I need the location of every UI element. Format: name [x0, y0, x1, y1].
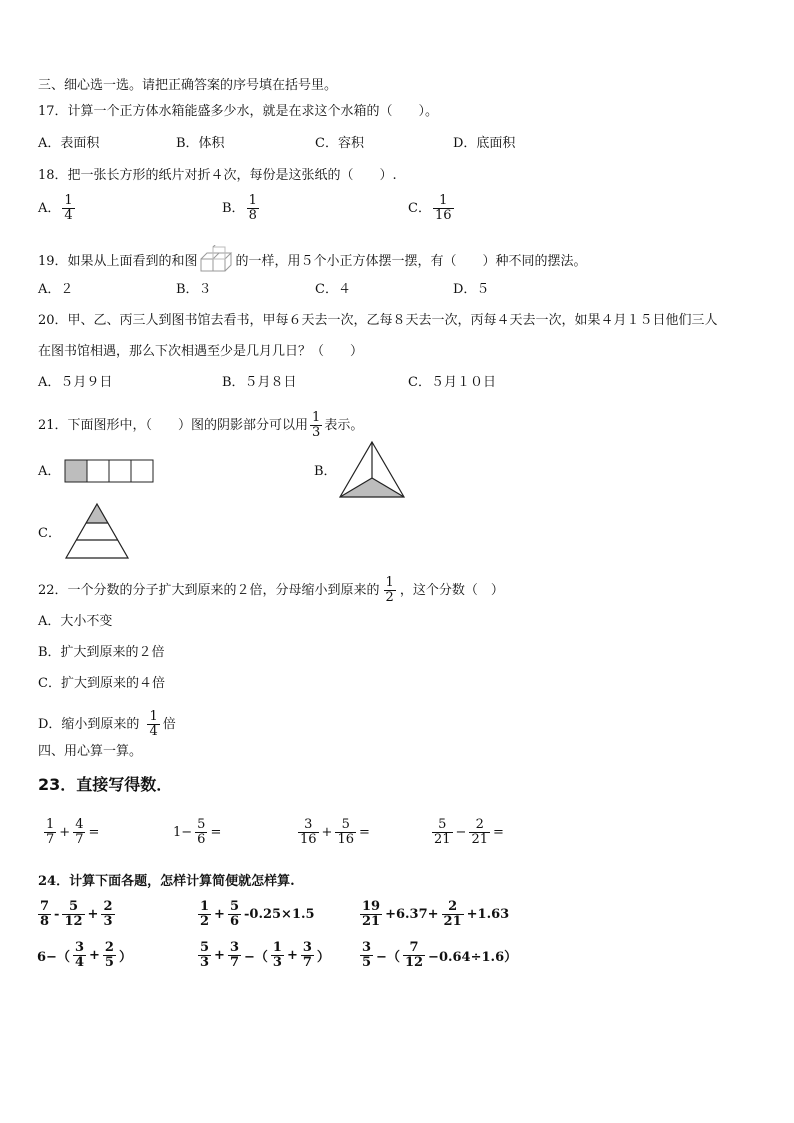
equals-sign: = [88, 825, 100, 840]
operator: + [59, 825, 71, 840]
fraction [38, 900, 51, 929]
fraction [228, 900, 241, 929]
operator: + [286, 948, 298, 963]
prefix: 6−（ [37, 950, 70, 965]
q23-title: 23．直接写得数． [38, 775, 173, 794]
numerator: 1 [439, 193, 448, 208]
denominator: 6 [229, 914, 239, 929]
denominator: 21 [443, 914, 462, 929]
numerator: 2 [448, 899, 458, 914]
q20-option-b: B．５月８日 [222, 375, 297, 390]
fraction [228, 941, 241, 970]
fraction [360, 900, 382, 929]
denominator: 5 [104, 955, 114, 970]
fraction [195, 818, 207, 847]
q19-option-c: C．４ [315, 282, 351, 297]
q23-expr-3 [296, 818, 371, 847]
operator: + [214, 948, 225, 963]
denominator: 8 [248, 208, 257, 223]
denominator: 5 [362, 955, 372, 970]
q22-option-d-part1: D．缩小到原来的 [38, 716, 140, 732]
q22-option-b: B．扩大到原来的２倍 [38, 645, 165, 660]
denominator: 2 [200, 914, 210, 929]
denominator: 3 [272, 955, 282, 970]
operator: + [89, 948, 100, 963]
operator: + [321, 825, 333, 840]
numerator: 3 [229, 940, 239, 955]
q18-option-b [222, 194, 261, 223]
denominator: 4 [74, 955, 84, 970]
q22-option-d-part2: 倍 [162, 716, 176, 732]
q23-expr-2 [172, 818, 222, 847]
denominator: 16 [300, 832, 317, 847]
numerator: 2 [475, 817, 484, 832]
q19-option-b: B．３ [176, 282, 212, 297]
q22-option-d [38, 710, 176, 739]
q17-option-d: D．底面积 [453, 136, 516, 151]
shaded-rectangle-figure [64, 459, 156, 484]
fraction [271, 941, 284, 970]
expression-middle: −（ [376, 950, 400, 965]
numerator: 5 [68, 899, 79, 914]
fraction [432, 818, 453, 847]
section-3-title: 三、细心选一选。请把正确答案的序号填在括号里。 [38, 78, 338, 93]
shaded-triangle-figure [338, 440, 406, 500]
denominator: 21 [471, 832, 488, 847]
q18-option-c-fraction [433, 194, 454, 223]
q20-text-line1: 20．甲、乙、丙三人到图书馆去看书，甲每６天去一次，乙每８天去一次，丙每４天去一次，如果４月１５日他们三人 [38, 313, 718, 328]
q24-expr-r2c1 [36, 941, 133, 970]
q18-option-b-fraction [247, 194, 259, 223]
denominator: 4 [64, 208, 73, 223]
denominator: 7 [229, 955, 239, 970]
q18-option-c [408, 194, 456, 223]
equals-sign: = [359, 825, 370, 840]
expression-tail: +1.63 [466, 907, 510, 922]
numerator: 5 [197, 817, 206, 832]
numerator: 1 [200, 899, 210, 914]
denominator: 7 [46, 832, 55, 847]
q21-fraction [310, 411, 322, 440]
q21-text-part1: 21．下面图形中，（ ）图的阴影部分可以用 [38, 417, 309, 433]
q19-option-a: A．２ [38, 282, 74, 297]
numerator: 1 [248, 193, 257, 208]
q18-option-b-label: B． [222, 200, 245, 216]
numerator: 5 [200, 940, 210, 955]
numerator: 1 [149, 709, 158, 724]
operator: - [54, 907, 60, 922]
fraction [101, 900, 114, 929]
numerator: 4 [75, 817, 84, 832]
q18-option-a-fraction [62, 194, 74, 223]
numerator: 1 [385, 575, 394, 590]
operator: + [214, 907, 225, 922]
q18-option-a [38, 194, 77, 223]
q18-option-a-label: A． [38, 200, 61, 216]
fraction [360, 941, 373, 970]
fraction [335, 818, 356, 847]
denominator: 21 [362, 914, 381, 929]
numerator: 7 [409, 940, 419, 955]
fraction [298, 818, 319, 847]
q21-option-b-label: B． [314, 464, 337, 479]
numerator: 3 [74, 940, 84, 955]
fraction [198, 900, 211, 929]
expression-tail: -0.25×1.5 [244, 907, 315, 922]
numerator: 3 [304, 817, 313, 832]
numerator: 5 [229, 899, 239, 914]
denominator: 4 [149, 724, 158, 739]
q19-option-d: D．５ [453, 282, 490, 297]
operator: + [87, 907, 99, 922]
numerator: 1 [64, 193, 73, 208]
q17-option-b: B．体积 [176, 136, 225, 151]
denominator: 12 [64, 914, 83, 929]
fraction [73, 941, 86, 970]
fraction [44, 818, 56, 847]
cube-arrangement-icon [199, 245, 235, 279]
q21-option-a-label: A． [38, 464, 61, 479]
numerator: 2 [103, 899, 113, 914]
q22-option-c: C．扩大到原来的４倍 [38, 676, 165, 691]
q23-expr-4 [430, 818, 505, 847]
numerator: 3 [362, 940, 372, 955]
q24-expr-r2c3 [358, 941, 518, 970]
numerator: 19 [362, 899, 381, 914]
denominator: 16 [337, 832, 354, 847]
numerator: 5 [341, 817, 350, 832]
denominator: 7 [302, 955, 312, 970]
suffix: ） [118, 950, 132, 965]
numerator: 2 [104, 940, 114, 955]
fraction [403, 941, 425, 970]
denominator: 16 [434, 208, 452, 223]
denominator: 7 [75, 832, 84, 847]
denominator: 3 [312, 425, 321, 440]
fraction [469, 818, 490, 847]
expression-middle: −（ [244, 950, 268, 965]
denominator: 12 [404, 955, 424, 970]
equals-sign: = [493, 825, 504, 840]
fraction [442, 900, 464, 929]
equals-sign: = [210, 825, 222, 840]
denominator: 21 [434, 832, 451, 847]
numerator: 1 [46, 817, 55, 832]
q17-option-a: A．表面积 [38, 136, 100, 151]
q19-text-part2: 的一样，用５个小正方体摆一摆，有（ ）种不同的摆法。 [235, 254, 587, 269]
expression-middle: +6.37+ [385, 907, 439, 922]
denominator: 3 [200, 955, 210, 970]
q19-text-part1: 19．如果从上面看到的和图 [38, 254, 198, 269]
q19-text [38, 245, 587, 279]
q24-expr-r2c2 [196, 941, 331, 970]
q24-expr-r1c2 [196, 900, 316, 929]
q22-option-a: A．大小不变 [38, 614, 113, 629]
q17-text: 17．计算一个正方体水箱能盛多少水，就是在求这个水箱的（ ）。 [38, 104, 439, 119]
q21-option-c-label: C． [38, 526, 61, 541]
numerator: 3 [302, 940, 312, 955]
q24-title: 24．计算下面各题，怎样计算简便就怎样算. [38, 874, 295, 889]
q22-text-part1: 22．一个分数的分子扩大到原来的２倍，分母缩小到原来的 [38, 582, 380, 598]
q18-text: 18．把一张长方形的纸片对折４次，每份是这张纸的（ ）. [38, 168, 397, 183]
layered-triangle-figure [64, 502, 130, 560]
q22-option-d-fraction [147, 710, 159, 739]
denominator: 3 [103, 914, 113, 929]
denominator: 8 [40, 914, 50, 929]
numerator: 5 [438, 817, 447, 832]
q20-option-a: A．５月９日 [38, 375, 113, 390]
q21-text [38, 411, 363, 440]
q17-option-c: C．容积 [315, 136, 364, 151]
q21-text-part2: 表示。 [324, 417, 364, 433]
prefix: 1− [173, 825, 193, 840]
q20-option-c: C．５月１０日 [408, 375, 496, 390]
fraction [103, 941, 116, 970]
q22-fraction [384, 576, 396, 605]
denominator: 6 [197, 832, 206, 847]
q24-expr-r1c3 [358, 900, 510, 929]
q20-text-line2: 在图书馆相遇，那么下次相遇至少是几月几日？（ ） [38, 344, 364, 359]
fraction [73, 818, 85, 847]
numerator: 1 [312, 410, 321, 425]
q24-expr-r1c1 [36, 900, 117, 929]
fraction [62, 900, 84, 929]
section-4-title: 四、用心算一算。 [38, 744, 143, 759]
fraction [301, 941, 314, 970]
denominator: 2 [385, 590, 394, 605]
fraction [198, 941, 211, 970]
q22-text [38, 576, 504, 605]
suffix: ） [316, 950, 330, 965]
operator: − [455, 825, 467, 840]
q23-expr-1 [42, 818, 100, 847]
numerator: 7 [40, 899, 50, 914]
q18-option-c-label: C． [408, 200, 431, 216]
numerator: 1 [272, 940, 282, 955]
expression-tail: −0.64÷1.6） [428, 950, 518, 965]
q22-text-part2: ，这个分数（ ） [399, 582, 504, 598]
